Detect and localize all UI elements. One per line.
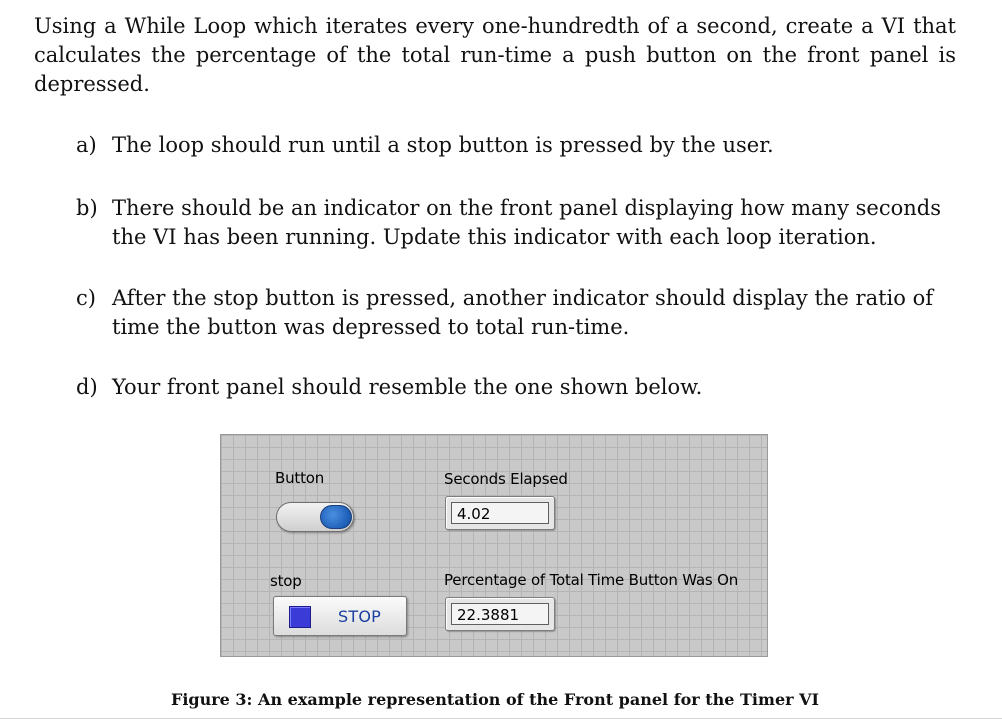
list-marker: b) bbox=[76, 196, 98, 220]
stop-label: stop bbox=[270, 572, 302, 590]
figure-caption: Figure 3: An example representation of the Front panel for the Timer VI bbox=[170, 690, 820, 709]
intro-paragraph: Using a While Loop which iterates every one-hundredth of a second, create a VI that calculates the percentage of the total run-time a push button on the front panel is depressed. bbox=[34, 14, 956, 96]
button-label: Button bbox=[275, 469, 325, 487]
toggle-led-icon bbox=[320, 505, 352, 529]
list-item-text: The loop should run until a stop button is pressed by the user. bbox=[112, 133, 774, 157]
seconds-elapsed-label: Seconds Elapsed bbox=[444, 470, 568, 488]
boolean-toggle-button[interactable] bbox=[276, 502, 354, 532]
list-item-c bbox=[76, 284, 956, 342]
page-bottom-divider bbox=[0, 718, 1002, 719]
list-marker: d) bbox=[76, 375, 98, 399]
percentage-value: 22.3881 bbox=[451, 603, 549, 625]
list-item-text: There should be an indicator on the front panel displaying how many seconds the VI has been running. Update this indicator with each loop iteration. bbox=[112, 196, 941, 249]
percentage-label: Percentage of Total Time Button Was On bbox=[444, 571, 739, 589]
list-item-d bbox=[76, 373, 956, 402]
list-item-text: After the stop button is pressed, another indicator should display the ratio of time the button was depressed to total run-time. bbox=[112, 286, 933, 339]
seconds-elapsed-value: 4.02 bbox=[451, 502, 549, 524]
list-item-b bbox=[76, 194, 956, 252]
stop-led-icon bbox=[289, 606, 311, 628]
list-item-a bbox=[76, 131, 956, 160]
list-marker: c) bbox=[76, 286, 96, 310]
percentage-indicator bbox=[445, 597, 555, 631]
seconds-elapsed-indicator bbox=[445, 496, 555, 530]
stop-button-text: STOP bbox=[338, 607, 381, 626]
front-panel-figure bbox=[220, 434, 768, 657]
stop-button[interactable] bbox=[273, 596, 407, 636]
list-marker: a) bbox=[76, 133, 97, 157]
list-item-text: Your front panel should resemble the one shown below. bbox=[112, 375, 703, 399]
